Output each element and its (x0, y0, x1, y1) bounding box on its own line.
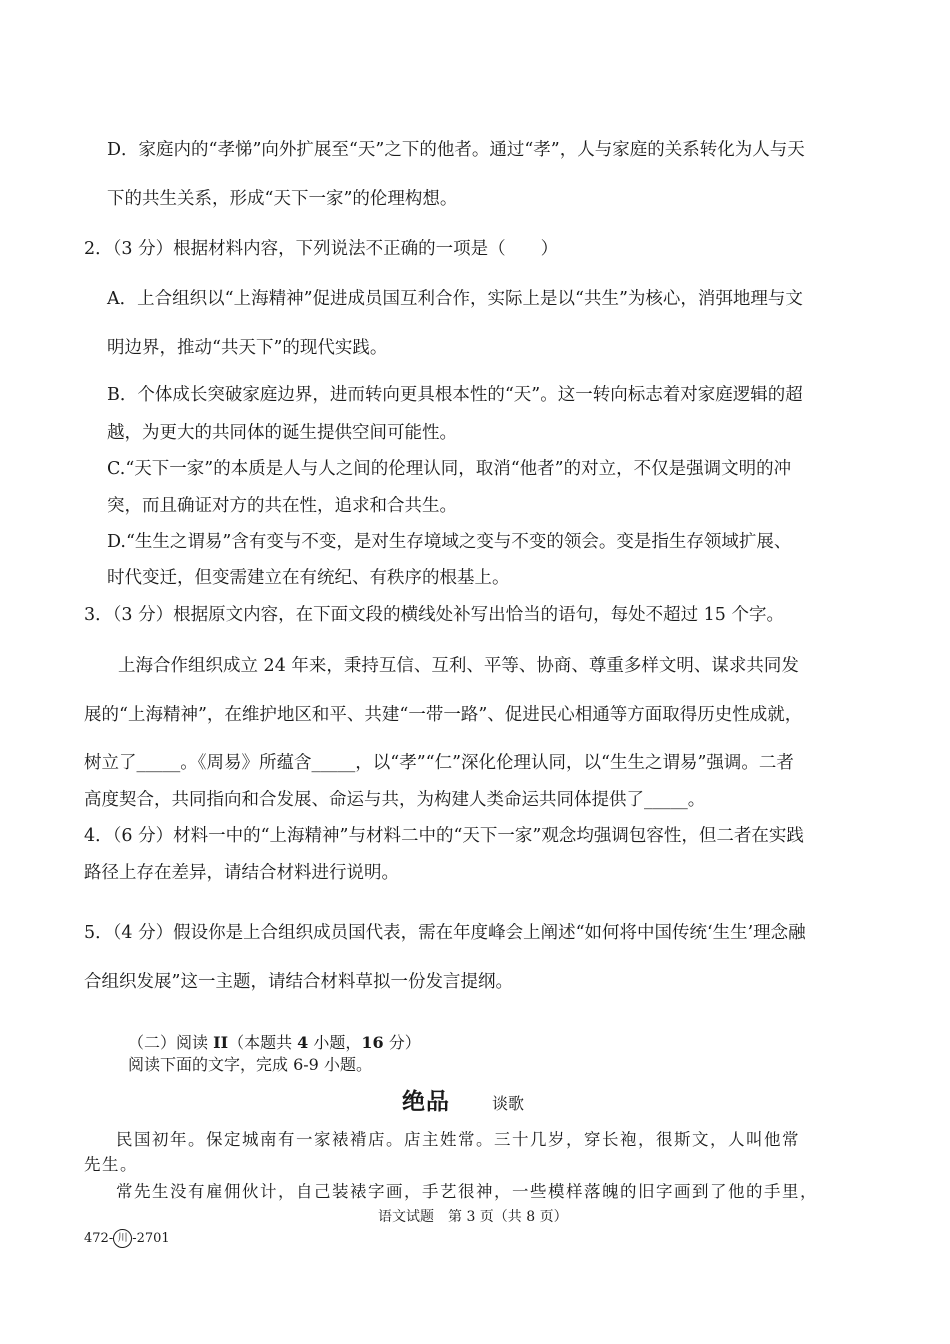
q3-passage-line4: 高度契合，共同指向和合发展、命运与共，为构建人类命运共同体提供了_____。 (84, 790, 706, 810)
q1-option-d-line2: 下的共生关系，形成“天下一家”的伦理构想。 (107, 189, 458, 209)
q3-passage-line3: 树立了_____。《周易》所蕴含_____，以“孝”“仁”深化伦理认同，以“生生之谓易”强调。二者 (84, 753, 794, 773)
story-author: 谈歌 (492, 1094, 525, 1113)
exam-code (84, 1227, 170, 1251)
q5-line1: 5．（4 分）假设你是上合组织成员国代表，需在年度峰会上阐述“如何将中国传统‘生生’理念融 (84, 923, 806, 943)
section-2-instruction: 阅读下面的文字，完成 6-9 小题。 (128, 1055, 372, 1074)
story-title: 绝品 (402, 1088, 450, 1115)
q2-option-c-line1: C.“天下一家”的本质是人与人之间的伦理认同，取消“他者”的对立，不仅是强调文明的冲 (107, 459, 792, 479)
q2-option-a-line1: A．上合组织以“上海精神”促进成员国互利合作，实际上是以“共生”为核心，消弭地理与文 (107, 289, 803, 309)
q1-option-d-line1: D．家庭内的“孝悌”向外扩展至“天”之下的他者。通过“孝”，人与家庭的关系转化为人与天 (107, 140, 805, 160)
q4-line2: 路径上存在差异，请结合材料进行说明。 (84, 863, 399, 883)
q2-option-d-line2: 时代变迁，但变需建立在有统纪、有秩序的根基上。 (107, 568, 510, 588)
section-2-heading-mid1: （本题共 (228, 1033, 298, 1052)
section-2-heading-roman: II (213, 1033, 229, 1052)
q2-stem: 2．（3 分）根据材料内容，下列说法不正确的一项是（ ） (84, 239, 559, 259)
q3-stem: 3．（3 分）根据原文内容，在下面文段的横线处补写出恰当的语句，每处不超过 15 个字。 (84, 605, 784, 625)
q5-line2: 合组织发展”这一主题，请结合材料草拟一份发言提纲。 (84, 972, 513, 992)
section-2-heading-post: 分） (383, 1033, 421, 1052)
exam-code-prefix: 472- (84, 1231, 114, 1246)
story-p1-line1: 民国初年。保定城南有一家裱褙店。店主姓常。三十几岁，穿长袍，很斯文，人叫他常 (116, 1130, 800, 1149)
q2-option-c-line2: 突，而且确证对方的共在性，追求和合共生。 (107, 496, 457, 516)
section-2-heading-score: 16 (361, 1033, 384, 1052)
section-2-heading-pre: （二）阅读 (128, 1033, 214, 1052)
story-p2-line1: 常先生没有雇佣伙计，自己装裱字画，手艺很神，一些模样落魄的旧字画到了他的手里， (116, 1182, 818, 1201)
story-p1-line2: 先生。 (84, 1155, 138, 1174)
section-2-heading-mid2: 小题， (308, 1033, 362, 1052)
q3-passage-line1: 上海合作组织成立 24 年来，秉持互信、互利、平等、协商、尊重多样文明、谋求共同发 (118, 656, 799, 676)
page-footer: 语文试题 第 3 页（共 8 页） (378, 1209, 568, 1225)
q3-passage-line2: 展的“上海精神”，在维护地区和平、共建“一带一路”、促进民心相通等方面取得历史性成就， (84, 705, 803, 725)
section-2-heading-count: 4 (297, 1033, 309, 1052)
exam-code-suffix: -2701 (132, 1231, 170, 1246)
circled-region-mark: 川 (113, 1229, 132, 1248)
q2-option-a-line2: 明边界，推动“共天下”的现代实践。 (107, 338, 388, 358)
q2-option-b-line2: 越，为更大的共同体的诞生提供空间可能性。 (107, 423, 457, 443)
section-2-heading (128, 1031, 421, 1055)
q2-option-b-line1: B．个体成长突破家庭边界，进而转向更具根本性的“天”。这一转向标志着对家庭逻辑的超 (107, 385, 803, 405)
q2-option-d-line1: D.“生生之谓易”含有变与不变，是对生存境域之变与不变的领会。变是指生存领域扩展、 (107, 532, 792, 552)
q4-line1: 4．（6 分）材料一中的“上海精神”与材料二中的“天下一家”观念均强调包容性，但二者在实践 (84, 826, 804, 846)
